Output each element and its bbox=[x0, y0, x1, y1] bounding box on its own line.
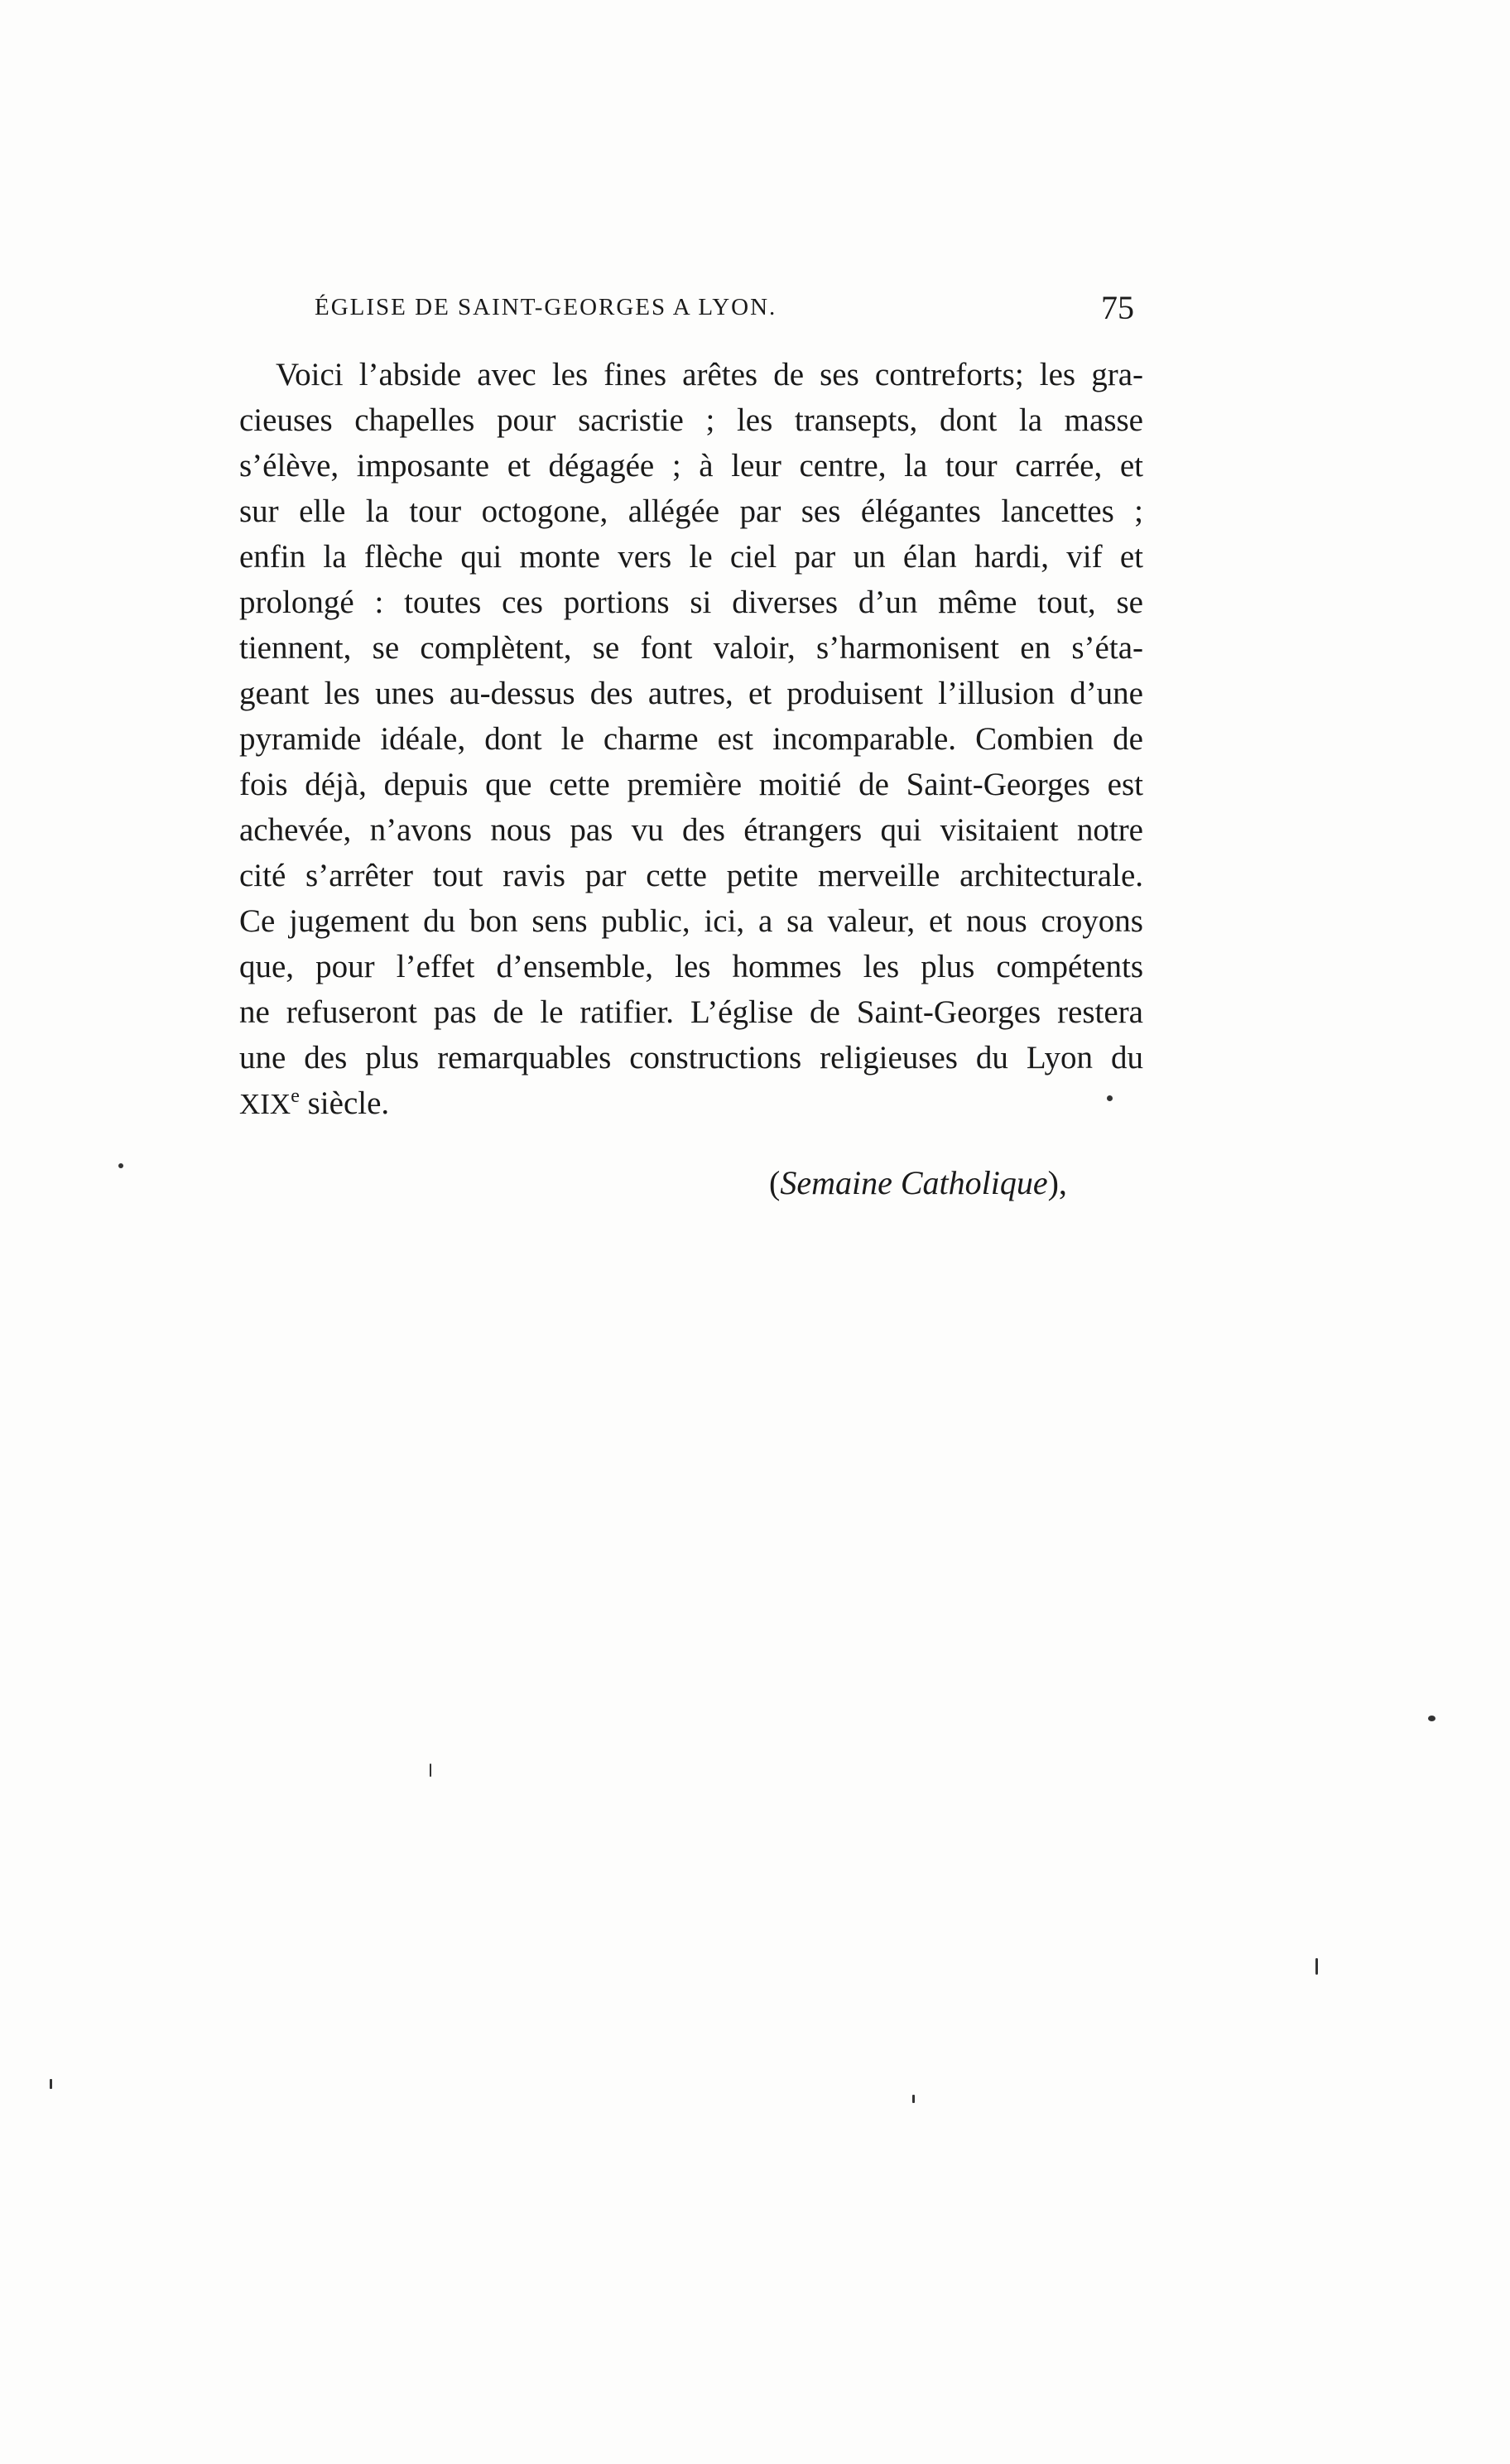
scan-speck bbox=[1428, 1716, 1435, 1721]
running-title: ÉGLISE DE SAINT-GEORGES A LYON. bbox=[315, 294, 777, 320]
page-number: 75 bbox=[1101, 289, 1134, 326]
paragraph-line: cieuses chapelles pour sacristie ; les transepts, dont la masse bbox=[239, 402, 1143, 438]
paragraph-line: ne refuseront pas de le ratifier. L’église de Saint-Georges restera bbox=[239, 994, 1143, 1030]
attribution-close-paren: ), bbox=[1047, 1164, 1067, 1201]
paragraph-line: sur elle la tour octogone, allégée par ses élégantes lancettes ; bbox=[239, 493, 1143, 529]
scan-speck bbox=[50, 2079, 52, 2089]
last-word: siècle. bbox=[307, 1085, 390, 1121]
source-attribution bbox=[769, 1163, 1067, 1202]
scan-speck bbox=[118, 1163, 123, 1168]
paragraph-line: prolongé : toutes ces portions si diverses d’un même tout, se bbox=[239, 585, 1143, 620]
paragraph-line: s’élève, imposante et dégagée ; à leur centre, la tour carrée, et bbox=[239, 448, 1143, 484]
attribution-source: Semaine Catholique bbox=[780, 1164, 1048, 1201]
paragraph-last-line bbox=[239, 1080, 1143, 1126]
paragraph-line: pyramide idéale, dont le charme est incomparable. Combien de bbox=[239, 721, 1143, 757]
paragraph-line: enfin la flèche qui monte vers le ciel par un élan hardi, vif et bbox=[239, 539, 1143, 575]
scan-speck bbox=[430, 1764, 431, 1777]
paragraph-line: Voici l’abside avec les fines arêtes de ses contreforts; les gra- bbox=[276, 357, 1143, 392]
body-paragraph bbox=[239, 352, 1143, 1126]
scan-speck bbox=[1107, 1095, 1113, 1101]
century-suffix: e bbox=[291, 1085, 300, 1107]
paragraph-line: que, pour l’effet d’ensemble, les hommes les plus compétents bbox=[239, 949, 1143, 984]
century-numeral: XIX bbox=[239, 1088, 291, 1120]
paragraph-line: Ce jugement du bon sens public, ici, a sa valeur, et nous croyons bbox=[239, 903, 1143, 939]
paragraph-line: cité s’arrêter tout ravis par cette petite merveille architecturale. bbox=[239, 858, 1143, 893]
paragraph-line: tiennent, se complètent, se font valoir, s’harmonisent en s’éta- bbox=[239, 630, 1143, 666]
paragraph-line: achevée, n’avons nous pas vu des étrangers qui visitaient notre bbox=[239, 812, 1143, 848]
scan-speck bbox=[912, 2095, 915, 2103]
attribution-open-paren: ( bbox=[769, 1164, 781, 1201]
paragraph-line: geant les unes au-dessus des autres, et produisent l’illusion d’une bbox=[239, 676, 1143, 711]
paragraph-line: fois déjà, depuis que cette première moitié de Saint-Georges est bbox=[239, 767, 1143, 802]
scan-speck bbox=[1315, 1958, 1318, 1975]
paragraph-line: une des plus remarquables constructions religieuses du Lyon du bbox=[239, 1040, 1143, 1076]
